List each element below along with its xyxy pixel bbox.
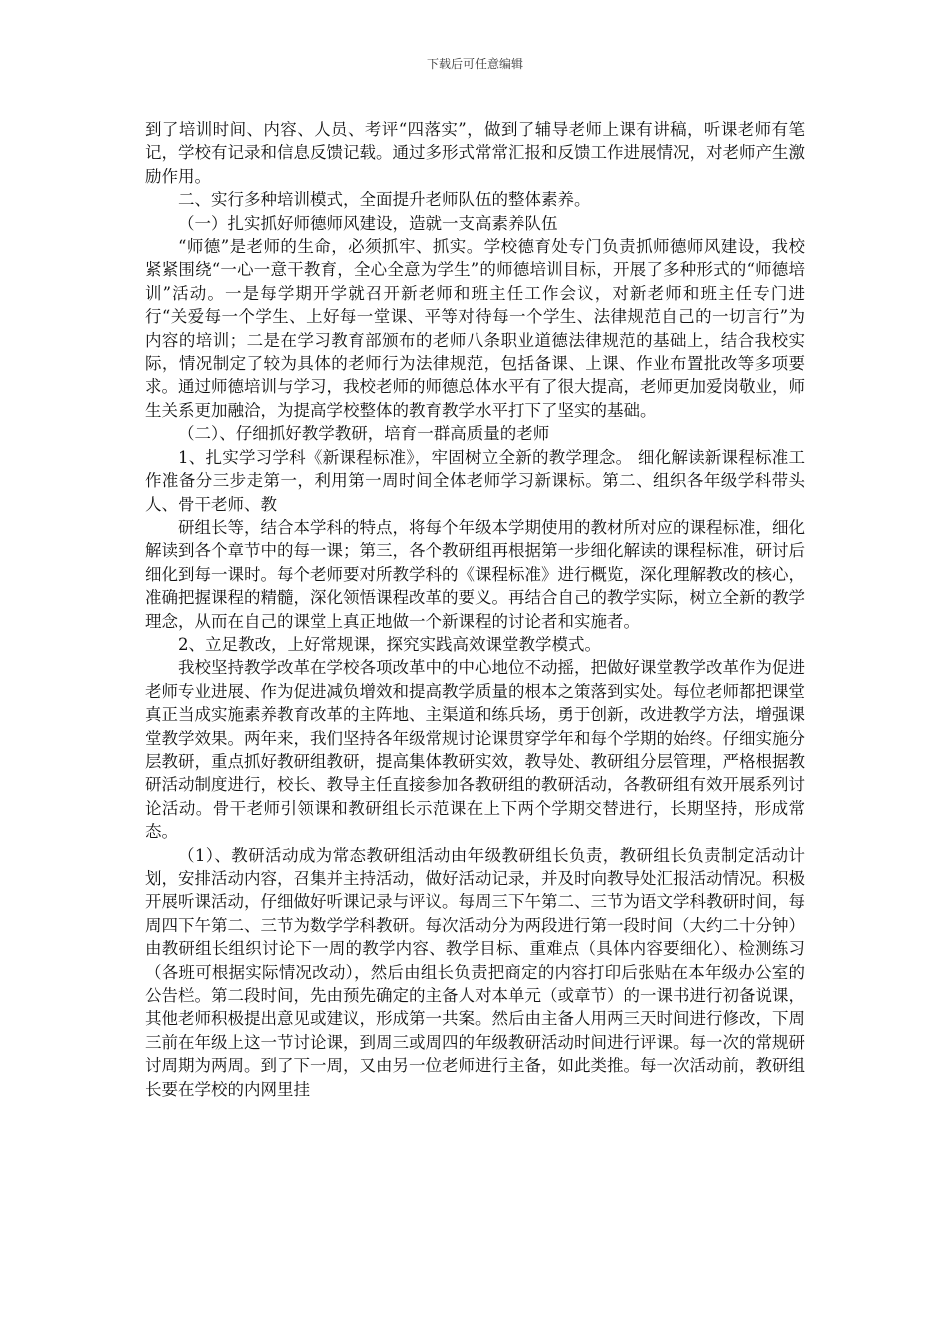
paragraph: 到了培训时间、内容、人员、考评“四落实”，做到了辅导老师上课有讲稿，听课老师有笔记，学校有记录和信息反馈记载。通过多形式常常汇报和反馈工作进展情况，对老师产生激励作用。 xyxy=(145,120,805,186)
subsection-heading: （二）、仔细抓好教学教研，培育一群高质量的老师 xyxy=(178,424,550,444)
document-body xyxy=(145,118,805,1101)
section-heading: 二、实行多种培训模式，全面提升老师队伍的整体素养。 xyxy=(178,190,591,210)
paragraph: “师德”是老师的生命，必须抓牢、抓实。学校德育处专门负责抓师德师风建设，我校紧紧围绕“一心一意干教育，全心全意为学生”的师德培训目标，开展了多种形式的“师德培训”活动。一是每学期开学就召开新老师和班主任工作会议，对新老师和班主任专门进行“关爱每一个学生、上好每一堂课、平等对待每一个学生、法律规范自己的一切言行”为内容的培训；二是在学习教育部颁布的老师八条职业道德法律规范的基础上，结合我校实际，情况制定了较为具体的老师行为法律规范，包括备课、上课、作业布置批改等多项要求。通过师德培训与学习，我校老师的师德总体水平有了很大提高，老师更加爱岗敬业，师生关系更加融洽，为提高学校整体的教育教学水平打下了坚实的基础。 xyxy=(145,237,805,420)
paragraph: 研组长等，结合本学科的特点，将每个年级本学期使用的教材所对应的课程标准，细化解读到各个章节中的每一课；第三，各个教研组再根据第一步细化解读的课程标准，研讨后细化到每一课时。每个老师要对所教学科的《课程标准》进行概览，深化理解教改的核心，准确把握课程的精髓，深化领悟课程改革的要义。再结合自己的教学实际，树立全新的教学理念，从而在自己的课堂上真正地做一个新课程的讨论者和实施者。 xyxy=(145,517,805,631)
page-header: 下载后可任意编辑 xyxy=(426,57,523,71)
paragraph: 2、立足教改，上好常规课，探究实践高效课堂教学模式。 xyxy=(178,634,601,654)
paragraph: （1）、教研活动成为常态教研组活动由年级教研组长负责，教研组长负责制定活动计划，安排活动内容，召集并主持活动，做好活动记录，并及时向教导处汇报活动情况。积极开展听课活动，仔细做好听课记录与评议。每周三下午第二、三节为语文学科教研时间，每周四下午第二、三节为数学学科教研。每次活动分为两段进行第一段时间（大约二十分钟）由教研组长组织讨论下一周的教学内容、教学目标、重难点（具体内容要细化）、检测练习（各班可根据实际情况改动），然后由组长负责把商定的内容打印后张贴在本年级办公室的公告栏。第二段时间，先由预先确定的主备人对本单元（或章节）的一课书进行初备说课，其他老师积极提出意见或建议，形成第一共案。然后由主备人用两三天时间进行修改，下周三前在年级上这一节讨论课，到周三或周四的年级教研活动时间进行评课。每一次的常规研讨周期为两周。到了下一周，又由另一位老师进行主备，如此类推。每一次活动前，教研组长要在学校的内网里挂 xyxy=(145,845,805,1099)
subsection-heading: （一）扎实抓好师德师风建设，造就一支高素养队伍 xyxy=(178,213,558,233)
paragraph: 1、扎实学习学科《新课程标准》，牢固树立全新的教学理念。 细化解读新课程标准工作准备分三步走第一，利用第一周时间全体老师学习新课标。第二、组织各年级学科带头人、骨干老师、教 xyxy=(145,447,805,514)
paragraph: 我校坚持教学改革在学校各项改革中的中心地位不动摇，把做好课堂教学改革作为促进老师专业进展、作为促进减负增效和提高教学质量的根本之策落到实处。每位老师都把课堂真正当成实施素养教育改革的主阵地、主渠道和练兵场，勇于创新，改进教学方法，增强课堂教学效果。两年来，我们坚持各年级常规讨论课贯穿学年和每个学期的始终。仔细实施分层教研，重点抓好教研组教研，提高集体教研实效，教导处、教研组分层管理，严格根据教研活动制度进行，校长、教导主任直接参加各教研组的教研活动，各教研组有效开展系列讨论活动。骨干老师引领课和教研组长示范课在上下两个学期交替进行，长期坚持，形成常态。 xyxy=(145,658,805,842)
